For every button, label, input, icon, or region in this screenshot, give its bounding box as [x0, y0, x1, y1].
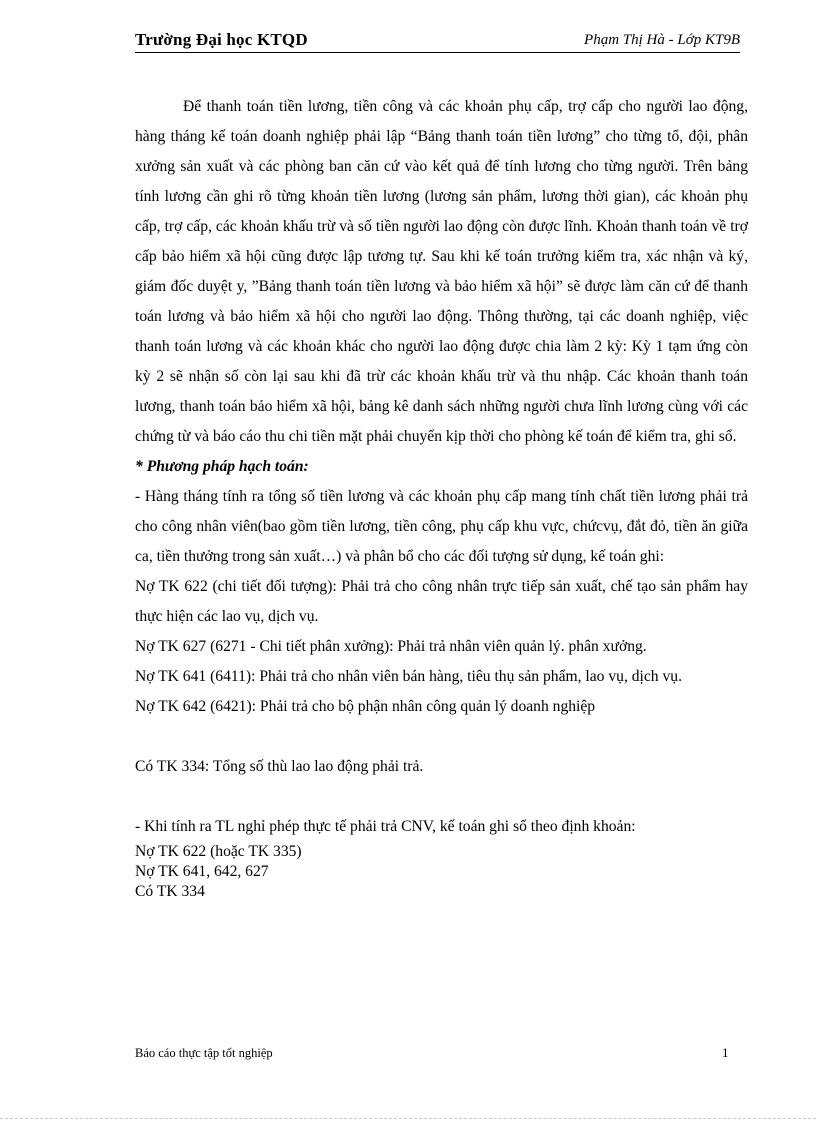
header-school: Trường Đại học KTQD	[135, 30, 308, 49]
debit-entry-642: Nợ TK 642 (6421): Phải trả cho bộ phận nhân công quản lý doanh nghiệp	[135, 698, 596, 715]
page-boundary-line	[0, 1118, 816, 1119]
intro-paragraph: Để thanh toán tiền lương, tiền công và các khoản phụ cấp, trợ cấp cho người lao động, hàng tháng kế toán doanh nghiệp phải lập “Bảng thanh toán tiền lương” cho từng tổ, đội, phân xưởng sản xuất và các phòng ban căn cứ vào kết quả để tính lương cho từng người. Trên bảng tính lương cần ghi rõ từng khoản tiền lương (lương sản phẩm, lương thời gian), các khoản phụ cấp, trợ cấp, các khoản khấu trừ và số tiền người lao động còn được lĩnh. Khoản thanh toán về trợ cấp bảo hiểm xã hội cũng được lập tương tự. Sau khi kế toán trưởng kiểm tra, xác nhận và ký, giám đốc duyệt y, ”Bảng thanh toán tiền lương và bảo hiểm xã hội” sẽ được làm căn cứ để thanh toán lương và bảo hiểm xã hội cho người lao động. Thông thường, tại các doanh nghiệp, việc thanh toán lương và các khoản khác cho người lao động được chia làm 2 kỳ: Kỳ 1 tạm ứng còn kỳ 2 sẽ nhận số còn lại sau khi đã trừ các khoản khấu trừ và thu nhập. Các khoản thanh toán lương, thanh toán bảo hiểm xã hội, bảng kê danh sách những người chưa lĩnh lương cùng với các chứng từ và báo cáo thu chi tiền mặt phải chuyển kịp thời cho phòng kế toán để kiểm tra, ghi sổ.	[135, 98, 748, 445]
leave-entry-line: Nợ TK 641, 642, 627	[135, 863, 269, 880]
page-header	[135, 30, 740, 53]
spacer	[135, 782, 748, 812]
spacer	[135, 722, 748, 752]
leave-entry-line: Nợ TK 622 (hoặc TK 335)	[135, 843, 302, 860]
credit-entry-334: Có TK 334: Tổng số thù lao lao động phải trả.	[135, 758, 424, 775]
leave-entry-line: Có TK 334	[135, 883, 205, 900]
page-number: 1	[722, 1045, 729, 1060]
footer-report-title: Báo cáo thực tập tốt nghiệp	[135, 1046, 273, 1060]
debit-entry-641: Nợ TK 641 (6411): Phải trả cho nhân viên bán hàng, tiêu thụ sản phẩm, lao vụ, dịch vụ.	[135, 668, 682, 685]
document-body	[135, 92, 748, 902]
accounting-paragraph: - Hàng tháng tính ra tổng số tiền lương và các khoản phụ cấp mang tính chất tiền lương phải trả cho công nhân viên(bao gồm tiền lương, tiền công, phụ cấp khu vực, chứcvụ, đắt đỏ, tiền ăn giữa ca, tiền thưởng trong sản xuất…) và phân bổ cho các đối tượng sử dụng, kế toán ghi:	[135, 488, 748, 565]
leave-pay-paragraph: - Khi tính ra TL nghỉ phép thực tế phải trả CNV, kế toán ghi sổ theo định khoản:	[135, 818, 636, 835]
debit-entry-622: Nợ TK 622 (chi tiết đối tượng): Phải trả cho công nhân trực tiếp sản xuất, chế tạo sản phẩm hay thực hiện các lao vụ, dịch vụ.	[135, 578, 748, 625]
header-author: Phạm Thị Hà - Lớp KT9B	[584, 32, 740, 48]
section-heading: * Phương pháp hạch toán:	[135, 458, 309, 475]
debit-entry-627: Nợ TK 627 (6271 - Chi tiết phân xưởng): Phải trả nhân viên quản lý. phân xưởng.	[135, 638, 647, 655]
